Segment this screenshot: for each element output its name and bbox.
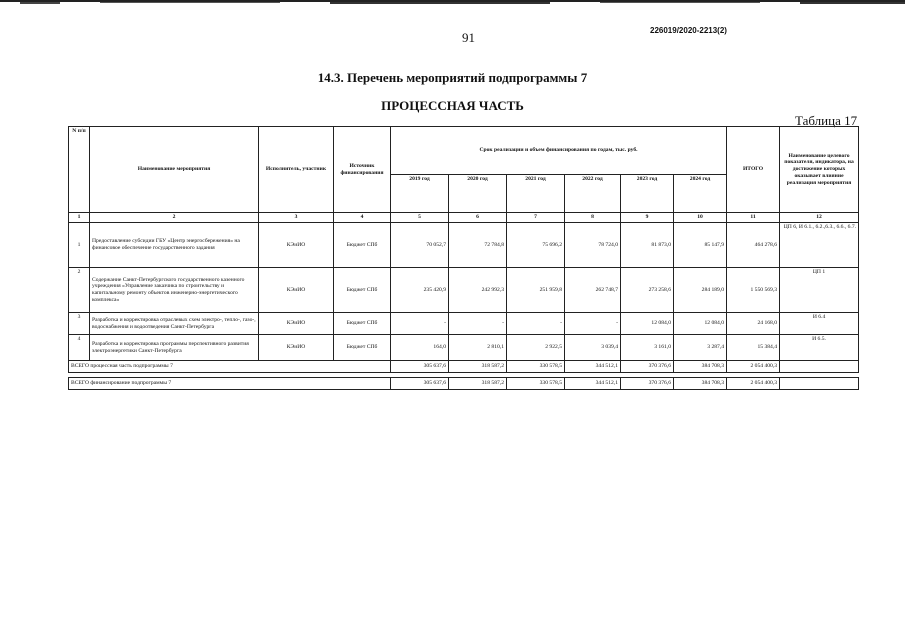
total-value: 305 637,6 (391, 378, 449, 390)
header-year: 2023 год (621, 175, 674, 213)
total-value: 370 376,6 (621, 361, 674, 373)
total-row (69, 361, 859, 373)
row-value: - (449, 313, 507, 335)
total-value: 384 708,3 (674, 378, 727, 390)
row-name: Содержание Санкт-Петербургского государственного казенного учреждения «Управление заказчика по строительству и капитальному ремонту объектов инженерно-энергетического комплекса» (90, 268, 259, 313)
row-value: 12 084,0 (674, 313, 727, 335)
row-name: Разработка и корректировка отраслевых схем электро-, тепло-, газо-, водоснабжения и водоотведения Санкт-Петербурга (90, 313, 259, 335)
column-number: 8 (565, 213, 621, 223)
column-number: 12 (780, 213, 859, 223)
row-executor: КЭиИО (259, 335, 334, 361)
header-year: 2020 год (449, 175, 507, 213)
table-caption: Таблица 17 (795, 113, 858, 128)
row-value: 75 696,2 (507, 223, 565, 268)
table-row (69, 335, 859, 361)
total-value: 370 376,6 (621, 378, 674, 390)
column-number: 11 (727, 213, 780, 223)
row-total: 464 278,6 (727, 223, 780, 268)
row-name: Разработка и корректировка программы перспективного развития электроэнергетики Санкт-Петербурга (90, 335, 259, 361)
column-number: 7 (507, 213, 565, 223)
header-total: ИТОГО (727, 127, 780, 213)
row-value: 70 052,7 (391, 223, 449, 268)
column-number: 9 (621, 213, 674, 223)
header-year: 2019 год (391, 175, 449, 213)
row-value: 3 161,0 (621, 335, 674, 361)
table-row (69, 223, 859, 268)
header-name: Наименование мероприятия (90, 127, 259, 213)
header-period: Срок реализации и объем финансирования по годам, тыс. руб. (391, 127, 727, 175)
row-source: Бюджет СПб (334, 268, 391, 313)
row-value: 251 959,8 (507, 268, 565, 313)
column-number: 4 (334, 213, 391, 223)
column-number: 3 (259, 213, 334, 223)
total-label: ВСЕГО процессная часть подпрограммы 7 (69, 361, 391, 373)
row-indicator: И 6.4 (780, 313, 859, 335)
header-indicator: Наименование целевого показателя, индикатора, на достижение которых оказывает влияние реализация мероприятия (780, 127, 859, 213)
row-value: 284 189,0 (674, 268, 727, 313)
row-executor: КЭиИО (259, 223, 334, 268)
row-executor: КЭиИО (259, 268, 334, 313)
row-indicator: ЦП 1 (780, 268, 859, 313)
total-sum: 2 054 400,3 (727, 378, 780, 390)
total-value: 344 512,1 (565, 378, 621, 390)
row-num: 4 (69, 335, 90, 361)
row-value: 262 748,7 (565, 268, 621, 313)
page-number: 91 (462, 30, 475, 45)
total-value: 318 587,2 (449, 378, 507, 390)
row-value: 81 873,0 (621, 223, 674, 268)
row-total: 24 168,0 (727, 313, 780, 335)
total-label: ВСЕГО финансирование подпрограммы 7 (69, 378, 391, 390)
header-source: Источник финансирования (334, 127, 391, 213)
row-source: Бюджет СПб (334, 223, 391, 268)
row-value: 2 922,5 (507, 335, 565, 361)
row-indicator: ЦП 6, И 6.1., 6.2.,6.3., 6.6., 6.7. (780, 223, 859, 268)
header-num: N п/п (69, 127, 90, 213)
total-value: 330 578,5 (507, 378, 565, 390)
row-value: - (507, 313, 565, 335)
row-num: 2 (69, 268, 90, 313)
part-heading: ПРОЦЕССНАЯ ЧАСТЬ (381, 98, 524, 113)
row-value: - (565, 313, 621, 335)
row-value: 78 724,0 (565, 223, 621, 268)
total-row (69, 378, 859, 390)
header-year: 2022 год (565, 175, 621, 213)
header-year: 2021 год (507, 175, 565, 213)
total-sum: 2 054 400,3 (727, 361, 780, 373)
row-value: 164,0 (391, 335, 449, 361)
total-value: 330 578,5 (507, 361, 565, 373)
measures-table (68, 126, 859, 390)
scan-artifact (0, 0, 905, 8)
row-source: Бюджет СПб (334, 313, 391, 335)
column-number: 2 (90, 213, 259, 223)
row-value: 273 258,6 (621, 268, 674, 313)
header-executor: Исполнитель, участник (259, 127, 334, 213)
table-row (69, 268, 859, 313)
table-row (69, 313, 859, 335)
column-number: 10 (674, 213, 727, 223)
total-value: 318 587,2 (449, 361, 507, 373)
column-number: 6 (449, 213, 507, 223)
row-name: Предоставление субсидии ГБУ «Центр энергосбережения» на финансовое обеспечение государственного задания (90, 223, 259, 268)
row-value: 12 084,0 (621, 313, 674, 335)
document-code: 226019/2020-2213(2) (650, 26, 727, 35)
header-year: 2024 год (674, 175, 727, 213)
total-indicator-empty (780, 361, 859, 373)
row-value: 72 784,8 (449, 223, 507, 268)
total-indicator-empty (780, 378, 859, 390)
row-total: 1 550 569,3 (727, 268, 780, 313)
row-value: 2 810,1 (449, 335, 507, 361)
row-value: - (391, 313, 449, 335)
total-value: 344 512,1 (565, 361, 621, 373)
section-heading: 14.3. Перечень мероприятий подпрограммы 7 (317, 70, 588, 85)
row-value: 242 992,3 (449, 268, 507, 313)
row-value: 235 420,9 (391, 268, 449, 313)
row-value: 3 039,4 (565, 335, 621, 361)
row-executor: КЭиИО (259, 313, 334, 335)
total-value: 384 708,3 (674, 361, 727, 373)
row-indicator: И 6.5. (780, 335, 859, 361)
row-source: Бюджет СПб (334, 335, 391, 361)
row-total: 15 384,4 (727, 335, 780, 361)
row-value: 85 147,9 (674, 223, 727, 268)
row-num: 3 (69, 313, 90, 335)
column-number: 1 (69, 213, 90, 223)
column-number: 5 (391, 213, 449, 223)
row-value: 3 287,4 (674, 335, 727, 361)
total-value: 305 637,6 (391, 361, 449, 373)
row-num: 1 (69, 223, 90, 268)
